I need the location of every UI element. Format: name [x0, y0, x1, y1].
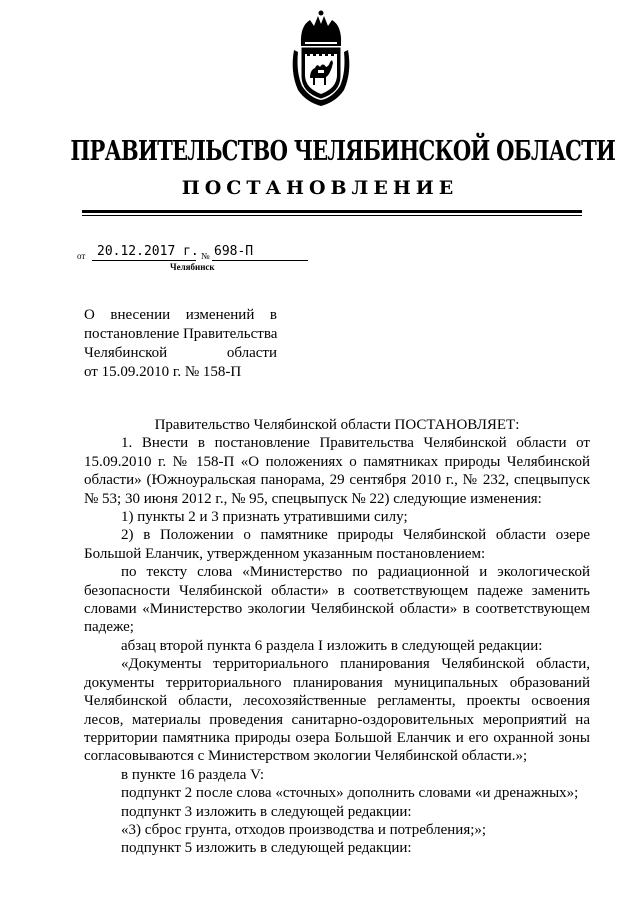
organization-title: ПРАВИТЕЛЬСТВО ЧЕЛЯБИНСКОЙ ОБЛАСТИ — [70, 136, 616, 167]
city-label: Челябинск — [170, 262, 215, 272]
body-paragraph: абзац второй пункта 6 раздела I изложить в следующей редакции: — [121, 637, 543, 654]
body-paragraph: «3) сброс грунта, отходов производства и потребления;»; — [121, 821, 487, 838]
body-paragraph: в пункте 16 раздела V: — [121, 766, 265, 783]
document-type: ПОСТАНОВЛЕНИЕ — [181, 177, 459, 199]
document-body — [84, 416, 590, 858]
body-paragraph: подпункт 2 после слова «сточных» дополнить словами «и дренажных»; — [121, 785, 579, 802]
body-paragraph: 1) пункты 2 и 3 признать утратившими силу; — [121, 509, 408, 526]
body-paragraph: 1. Внести в постановление Правительства Челябинской области от 15.09.2010 г. № 158-П «О положениях о памятниках природы Челябинской области» (Южноуральская панорама, 29 сентября 2010 г., № 232, спецвыпуск № 53; 30 июня 2012 г., № 95, спецвыпуск № 22) следующие изменения: — [84, 435, 590, 507]
body-paragraph: подпункт 5 изложить в следующей редакции: — [121, 840, 412, 857]
subject-line: постановление Правительства — [84, 326, 278, 342]
subject-line: О внесении изменений в — [84, 307, 277, 323]
resolution-intro: Правительство Челябинской области ПОСТАНОВЛЯЕТ: — [154, 417, 520, 433]
date-prefix: от — [77, 251, 86, 261]
date-underline — [92, 260, 196, 261]
body-paragraph: по тексту слова «Министерство по радиационной и экологической безопасности Челябинской области» в соответствующем падеже заменить словами «Министерство экологии Челябинской области» в соответствующем падеже; — [84, 564, 590, 636]
subject-line: Челябинской области — [84, 345, 277, 361]
number-underline — [212, 260, 308, 261]
document-date: 20.12.2017 г. — [97, 244, 199, 259]
number-prefix: № — [201, 251, 210, 261]
header-rule-thick — [82, 210, 582, 213]
body-paragraph: «Документы территориального планирования Челябинской области, документы территориального планирования муниципальных образований Челябинской области, лесохозяйственные регламенты, проекты освоения лесов, материалы проведения санитарно-оздоровительных мероприятий на территории памятника природы озера Большой Еланчик и его охранной зоны согласовываются с Министерством экологии Челябинской области.»; — [84, 656, 590, 765]
body-paragraph: подпункт 3 изложить в следующей редакции: — [121, 803, 412, 820]
header-rule-thin — [82, 215, 582, 216]
body-paragraph: 2) в Положении о памятнике природы Челябинской области озере Большой Еланчик, утвержденном указанным постановлением: — [84, 527, 590, 562]
subject-line: от 15.09.2010 г. № 158-П — [84, 364, 242, 380]
document-subject — [84, 306, 277, 382]
document-number: 698-П — [214, 244, 254, 259]
chelyabinsk-oblast-coat-of-arms-icon — [288, 10, 354, 108]
